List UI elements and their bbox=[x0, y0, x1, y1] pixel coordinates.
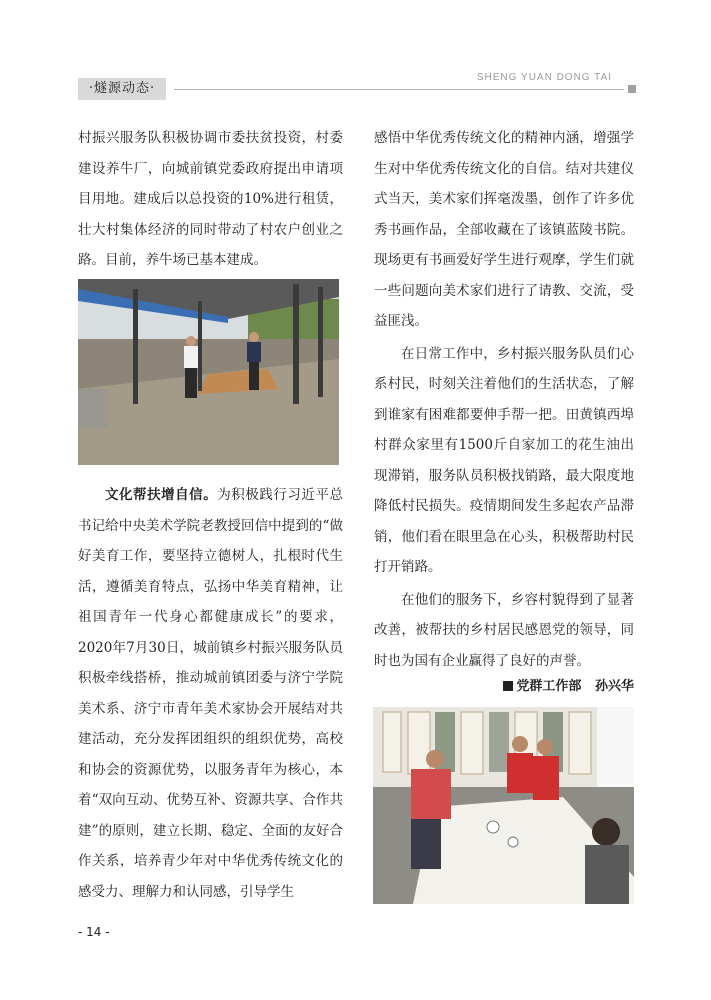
section-tag: ·燧源动态· bbox=[78, 78, 166, 100]
author-department: 党群工作部 bbox=[516, 679, 582, 694]
paragraph-conclusion: 在他们的服务下，乡容村貌得到了显著改善，被帮扶的乡村居民感恩党的领导，同时也为国有企业赢得了良好的声誉。 bbox=[374, 591, 634, 669]
paragraph-cattle-farm: 村振兴服务队积极协调市委扶贫投资，村委建设养牛厂，向城前镇党委政府提出申请项目用地。建成后以总投资的10%进行租赁，壮大村集体经济的同时带动了村农户创业之路。目前，养牛场已基本建成。 bbox=[78, 130, 343, 268]
right-column bbox=[374, 123, 634, 676]
cattle-shed-illustration bbox=[78, 279, 339, 465]
paragraph-lead: 文化帮扶增自信。 bbox=[105, 487, 218, 503]
author-line bbox=[374, 675, 634, 694]
header-square-icon bbox=[628, 85, 636, 93]
left-column-top bbox=[78, 123, 343, 276]
paragraph-continuation: 感悟中华优秀传统文化的精神内涵，增强学生对中华优秀传统文化的自信。结对共建仪式当天，美术家们挥毫泼墨，创作了许多优秀书画作品，全部收藏在了该镇蓝陵书院。现场更有书画爱好学生进行观摩，学生们就一些问题向美术家们进行了请教、交流，受益匪浅。 bbox=[374, 130, 634, 329]
page-number: - 14 - bbox=[78, 925, 110, 939]
author-name: 孙兴华 bbox=[594, 679, 634, 694]
photo-cattle-shed bbox=[78, 279, 339, 465]
paragraph-culture-support bbox=[78, 480, 343, 907]
header-english-title: SHENG YUAN DONG TAI bbox=[476, 72, 612, 83]
paragraph-daily-work: 在日常工作中，乡村振兴服务队员们心系村民，时刻关注着他们的生活状态，了解到谁家有困难都要伸手帮一把。田黄镇西埠村群众家里有1500斤自家加工的花生油出现滞销，服务队员积极找销路，最大限度地降低村民损失。疫情期间发生多起农产品滞销，他们看在眼里急在心头，积极帮助村民打开销路。 bbox=[374, 345, 634, 575]
header-rule bbox=[174, 89, 624, 90]
photo-calligraphy-event bbox=[373, 707, 634, 904]
paragraph-body: 为积极践行习近平总书记给中央美术学院老教授回信中提到的“做好美育工作，要坚持立德树人，扎根时代生活，遵循美育特点，弘扬中华美育精神，让祖国青年一代身心都健康成长”的要求，2020年7月30日，城前镇乡村振兴服务队员积极牵线搭桥，推动城前镇团委与济宁学院美术系、济宁市青年美术家协会开展结对共建活动，充分发挥团组织的组织优势，高校和协会的资源优势，以服务青年为核心，本着“双向互动、优势互补、资源共享、合作共建”的原则，建立长期、稳定、全面的友好合作关系，培养青少年对中华优秀传统文化的感受力、理解力和认同感，引导学生 bbox=[78, 487, 343, 900]
left-column-bottom bbox=[78, 480, 343, 907]
calligraphy-event-illustration bbox=[373, 707, 634, 904]
black-square-icon bbox=[503, 681, 513, 691]
page-header bbox=[78, 72, 638, 102]
